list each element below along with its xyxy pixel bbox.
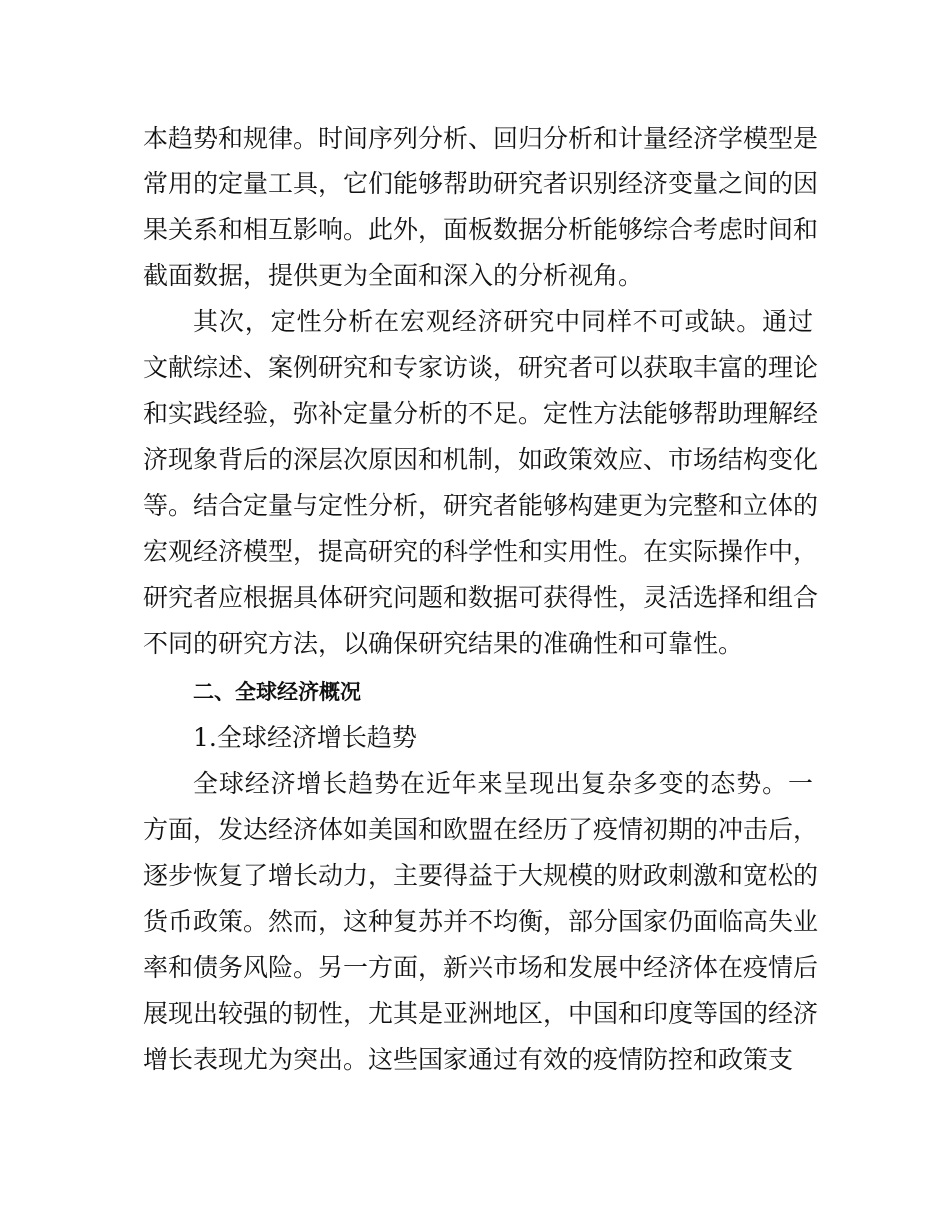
- paragraph-line: 本趋势和规律。时间序列分析、回归分析和计量经济学模型是: [143, 124, 819, 153]
- paragraph-line: 截面数据，提供更为全面和深入的分析视角。: [143, 261, 644, 290]
- paragraph-line: 研究者应根据具体研究问题和数据可获得性，灵活选择和组合: [143, 583, 819, 612]
- paragraph-line: 率和债务风险。另一方面，新兴市场和发展中经济体在疫情后: [143, 953, 819, 982]
- paragraph-line: 全球经济增长趋势在近年来呈现出复杂多变的态势。一: [193, 769, 813, 798]
- paragraph-line: 宏观经济模型，提高研究的科学性和实用性。在实际操作中，: [143, 537, 819, 566]
- paragraph-line: 其次，定性分析在宏观经济研究中同样不可或缺。通过: [193, 307, 813, 336]
- paragraph-line: 逐步恢复了增长动力，主要得益于大规模的财政刺激和宽松的: [143, 861, 819, 890]
- paragraph-line: 文献综述、案例研究和专家访谈，研究者可以获取丰富的理论: [143, 353, 819, 382]
- paragraph-line: 常用的定量工具，它们能够帮助研究者识别经济变量之间的因: [143, 169, 819, 198]
- section-heading: 二、全球经济概况: [193, 680, 361, 704]
- paragraph-line: 和实践经验，弥补定量分析的不足。定性方法能够帮助理解经: [143, 399, 819, 428]
- paragraph-line: 等。结合定量与定性分析，研究者能够构建更为完整和立体的: [143, 491, 819, 520]
- paragraph-line: 货币政策。然而，这种复苏并不均衡，部分国家仍面临高失业: [143, 907, 819, 936]
- paragraph-line: 果关系和相互影响。此外，面板数据分析能够综合考虑时间和: [143, 215, 819, 244]
- paragraph-line: 不同的研究方法，以确保研究结果的准确性和可靠性。: [143, 629, 744, 658]
- paragraph-line: 增长表现尤为突出。这些国家通过有效的疫情防控和政策支: [143, 1045, 794, 1074]
- paragraph-line: 方面，发达经济体如美国和欧盟在经历了疫情初期的冲击后，: [143, 815, 819, 844]
- paragraph-line: 济现象背后的深层次原因和机制，如政策效应、市场结构变化: [143, 445, 819, 474]
- paragraph-line: 展现出较强的韧性，尤其是亚洲地区，中国和印度等国的经济: [143, 999, 819, 1028]
- subsection-heading: 1.全球经济增长趋势: [193, 723, 417, 752]
